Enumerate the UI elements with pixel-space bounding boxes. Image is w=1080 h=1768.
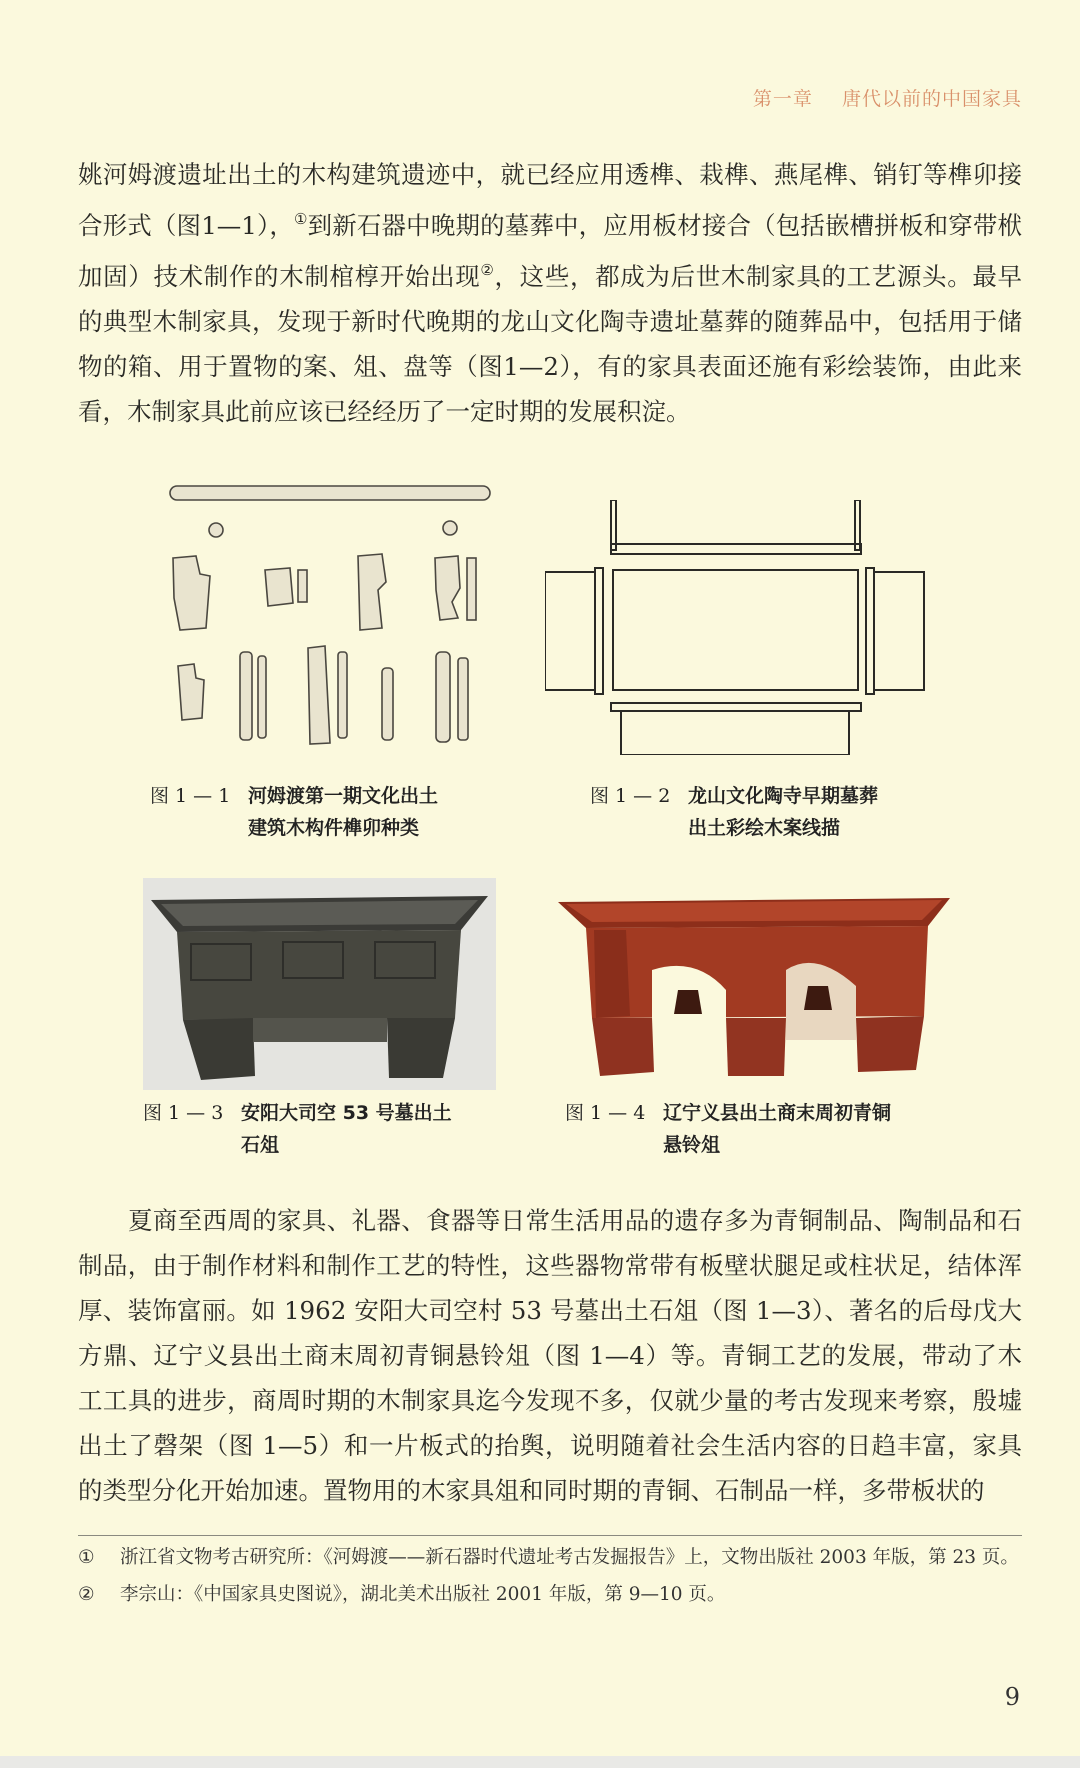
body-paragraph-2: 夏商至西周的家具、礼器、食器等日常生活用品的遗存多为青铜制品、陶制品和石制品，由于制作材料和制作工艺的特性，这些器物常带有板壁状腿足或柱状足，结体浑厚、装饰富丽。如 1962 安阳大司空村 53 号墓出土石俎（图 1—3）、著名的后母戊大方鼎、辽宁义县出土商末周初青铜悬铃俎（图 1—4）等。青铜工艺的发展，带动了木工工具的进步，商周时期的木制家具迄今发现不多，仅就少量的考古发现来考察，殷墟出土了磬架（图 1—5）和一片板式的抬舆，说明随着社会生活内容的日趋丰富，家具的类型分化开始加速。置物用的木家具俎和同时期的青铜、石制品一样，多带板状的 xyxy=(78,1206,1022,1505)
peg-3 xyxy=(436,652,450,742)
figure-1-2-caption: 图 1 — 2 龙山文化陶寺早期墓葬 出土彩绘木案线描 xyxy=(590,780,878,844)
chapter-title: 唐代以前的中国家具 xyxy=(841,88,1022,110)
table-top-plan xyxy=(613,570,858,690)
long-beam-component xyxy=(170,486,490,500)
table-side-view xyxy=(621,711,849,755)
figure-1-1-caption: 图 1 — 1 河姆渡第一期文化出土 建筑木构件榫卯种类 xyxy=(150,780,438,844)
paragraph-1-part-3: ，这些，都成为后世木制家具的工艺源头。最早的典型木制家具，发现于新时代晚期的龙山文化陶寺遗址墓葬的随葬品中，包括用于储物的箱、用于置物的案、俎、盘等（图1—2），有的家具表面还施有彩绘装饰，由此来看，木制家具此前应该已经经历了一定时期的发展积淀。 xyxy=(78,262,1023,426)
chapter-label: 第一章 xyxy=(752,88,813,110)
footnote-2 xyxy=(78,1579,1022,1610)
figure-number: 图 1 — 3 xyxy=(143,1102,224,1124)
tenon-block-1 xyxy=(173,556,210,630)
page-number: 9 xyxy=(1004,1683,1020,1711)
figure-number: 图 1 — 4 xyxy=(565,1102,646,1124)
figure-number: 图 1 — 1 xyxy=(150,785,231,807)
peg-1 xyxy=(240,652,252,740)
table-leg-right xyxy=(855,500,860,550)
footnote-text: 李宗山：《中国家具史图说》，湖北美术出版社 2001 年版，第 9—10 页。 xyxy=(120,1584,726,1605)
paragraph-1-part-2: 到新石器中晚期的墓葬中，应用板材接合（包括嵌槽拼板和穿带栿加固）技术制作的木制棺椁开始出现 xyxy=(78,211,1022,291)
bottom-bar xyxy=(0,1756,1080,1768)
figure-1-2-table-line-drawing xyxy=(545,500,955,755)
paragraph-1-part-1: 姚河姆渡遗址出土的木构建筑遗迹中，就已经应用透榫、栽榫、燕尾榫、销钉等榫卯接合形式（图1—1）， xyxy=(78,160,1022,240)
table-top-profile xyxy=(611,544,861,554)
footnote-ref-1[interactable]: ① xyxy=(294,210,308,228)
figure-number: 图 1 — 2 xyxy=(590,785,671,807)
footnotes xyxy=(78,1535,1022,1610)
figure-1-4-bronze-zu-photo xyxy=(556,890,952,1080)
running-header xyxy=(731,84,1022,111)
peg-2 xyxy=(382,668,393,740)
figure-1-4-caption: 图 1 — 4 辽宁义县出土商末周初青铜 悬铃俎 xyxy=(565,1097,891,1161)
table-leg-left xyxy=(611,500,616,550)
footnote-mark: ① xyxy=(78,1547,95,1568)
tenon-block-2 xyxy=(265,568,293,606)
figure-1-1-mortise-tenon-drawing xyxy=(160,478,500,763)
footnote-ref-2[interactable]: ② xyxy=(480,261,495,279)
tenon-block-5 xyxy=(178,664,204,720)
figure-1-3-stone-zu-photo xyxy=(143,878,496,1090)
body-paragraph-1 xyxy=(78,152,1022,434)
tenon-block-4 xyxy=(435,556,460,620)
footnote-text: 浙江省文物考古研究所：《河姆渡——新石器时代遗址考古发掘报告》上，文物出版社 2003 年版，第 23 页。 xyxy=(120,1547,1019,1568)
footnote-1 xyxy=(78,1542,1022,1573)
figure-1-3-caption: 图 1 — 3 安阳大司空 53 号墓出土 石俎 xyxy=(143,1097,452,1161)
tenon-block-3 xyxy=(358,554,386,630)
footnote-mark: ② xyxy=(78,1584,95,1605)
table-end-right xyxy=(874,572,924,690)
tenon-block-6 xyxy=(308,646,330,744)
table-end-left xyxy=(545,572,595,690)
